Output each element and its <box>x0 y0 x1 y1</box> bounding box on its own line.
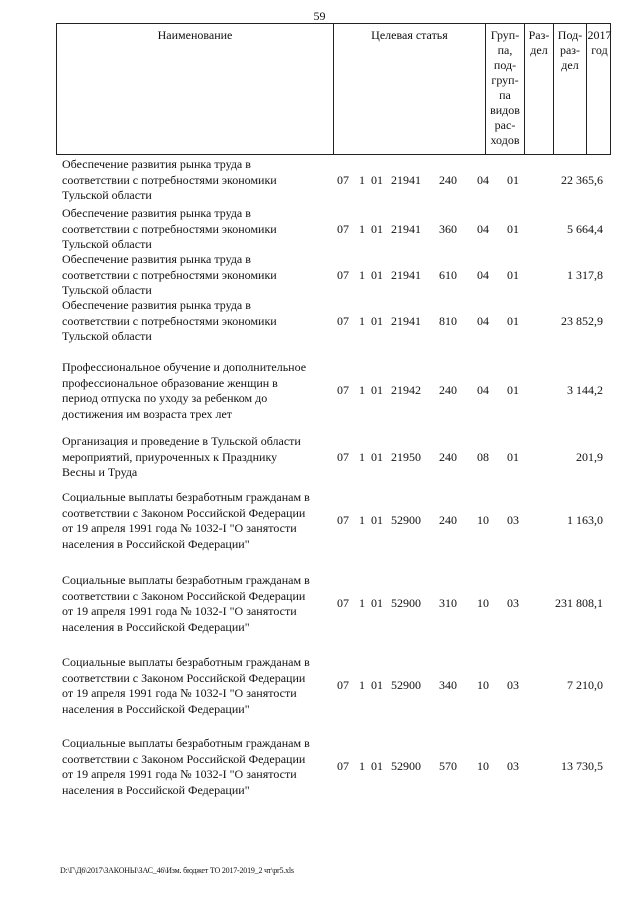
row-name: Обеспечение развития рынка труда в соответствии с потребностями экономики Тульской области <box>62 157 277 202</box>
target-program: 07 <box>337 314 349 328</box>
section-code: 10 <box>477 678 489 692</box>
target-subprogram: 1 <box>359 678 365 692</box>
target-subprogram: 1 <box>359 759 365 773</box>
target-program: 07 <box>337 678 349 692</box>
target-subprogram: 1 <box>359 314 365 328</box>
target-subprogram: 1 <box>359 173 365 187</box>
row-name: Профессиональное обучение и дополнительное профессиональное образование женщин в период отпуска по уходу за ребенком до достижения им возраста трех лет <box>62 360 307 421</box>
header-subsection: Под- раз- дел <box>553 24 586 154</box>
target-program: 07 <box>337 268 349 282</box>
subsection-code: 01 <box>507 222 519 236</box>
row-name: Обеспечение развития рынка труда в соответствии с потребностями экономики Тульской области <box>62 298 277 343</box>
header-group: Груп- па, под- груп- па видов рас- ходов <box>485 24 524 154</box>
row-name: Социальные выплаты безработным гражданам в соответствии с Законом Российской Федерации от 19 апреля 1991 года № 1032-I "О занятости населения в Российской Федерации" <box>62 655 310 716</box>
subsection-code: 03 <box>507 678 519 692</box>
section-code: 10 <box>477 513 489 527</box>
section-code: 04 <box>477 383 489 397</box>
target-subprogram: 1 <box>359 450 365 464</box>
expense-group: 610 <box>439 268 457 282</box>
header-year: 2017 год <box>586 24 612 154</box>
expense-group: 570 <box>439 759 457 773</box>
row-name: Социальные выплаты безработным гражданам в соответствии с Законом Российской Федерации от 19 апреля 1991 года № 1032-I "О занятости населения в Российской Федерации" <box>62 573 310 634</box>
amount-2017: 7 210,0 <box>567 678 603 692</box>
target-direction: 21941 <box>391 222 421 236</box>
target-program: 07 <box>337 173 349 187</box>
target-main-event: 01 <box>371 678 383 692</box>
target-main-event: 01 <box>371 268 383 282</box>
row-name: Социальные выплаты безработным гражданам в соответствии с Законом Российской Федерации от 19 апреля 1991 года № 1032-I "О занятости населения в Российской Федерации" <box>62 490 310 551</box>
target-program: 07 <box>337 596 349 610</box>
table-header <box>56 23 611 155</box>
row-name: Организация и проведение в Тульской области мероприятий, приуроченных к Празднику Весны и Труда <box>62 434 301 479</box>
row-name: Социальные выплаты безработным гражданам в соответствии с Законом Российской Федерации от 19 апреля 1991 года № 1032-I "О занятости населения в Российской Федерации" <box>62 736 310 797</box>
target-direction: 21941 <box>391 268 421 282</box>
subsection-code: 01 <box>507 314 519 328</box>
section-code: 10 <box>477 596 489 610</box>
target-subprogram: 1 <box>359 222 365 236</box>
header-target-article: Целевая статья <box>333 24 485 154</box>
page-number: 59 <box>313 9 326 23</box>
amount-2017: 201,9 <box>576 450 603 464</box>
target-subprogram: 1 <box>359 383 365 397</box>
amount-2017: 5 664,4 <box>567 222 603 236</box>
section-code: 08 <box>477 450 489 464</box>
amount-2017: 231 808,1 <box>555 596 603 610</box>
target-subprogram: 1 <box>359 513 365 527</box>
subsection-code: 03 <box>507 596 519 610</box>
target-main-event: 01 <box>371 596 383 610</box>
target-program: 07 <box>337 383 349 397</box>
target-program: 07 <box>337 513 349 527</box>
subsection-code: 01 <box>507 450 519 464</box>
expense-group: 240 <box>439 383 457 397</box>
target-main-event: 01 <box>371 314 383 328</box>
target-direction: 52900 <box>391 678 421 692</box>
target-main-event: 01 <box>371 222 383 236</box>
header-name: Наименование <box>157 28 233 42</box>
target-subprogram: 1 <box>359 268 365 282</box>
subsection-code: 03 <box>507 513 519 527</box>
target-direction: 52900 <box>391 759 421 773</box>
target-direction: 21950 <box>391 450 421 464</box>
expense-group: 310 <box>439 596 457 610</box>
amount-2017: 1 317,8 <box>567 268 603 282</box>
target-main-event: 01 <box>371 383 383 397</box>
section-code: 04 <box>477 222 489 236</box>
subsection-code: 01 <box>507 383 519 397</box>
row-name: Обеспечение развития рынка труда в соответствии с потребностями экономики Тульской области <box>62 252 277 297</box>
expense-group: 810 <box>439 314 457 328</box>
amount-2017: 23 852,9 <box>561 314 603 328</box>
amount-2017: 22 365,6 <box>561 173 603 187</box>
expense-group: 360 <box>439 222 457 236</box>
subsection-code: 01 <box>507 173 519 187</box>
target-main-event: 01 <box>371 513 383 527</box>
expense-group: 240 <box>439 513 457 527</box>
row-name: Обеспечение развития рынка труда в соответствии с потребностями экономики Тульской области <box>62 206 277 251</box>
target-direction: 52900 <box>391 513 421 527</box>
target-program: 07 <box>337 222 349 236</box>
expense-group: 240 <box>439 173 457 187</box>
amount-2017: 3 144,2 <box>567 383 603 397</box>
section-code: 04 <box>477 173 489 187</box>
target-program: 07 <box>337 759 349 773</box>
target-main-event: 01 <box>371 759 383 773</box>
target-direction: 21941 <box>391 173 421 187</box>
subsection-code: 03 <box>507 759 519 773</box>
file-path-footer: D:\Г\Д6\2017\ЗАКОНЫ\ЗАС_46\Изм. бюджет ТО 2017-2019_2 чт\pr5.xls <box>60 866 294 875</box>
expense-group: 240 <box>439 450 457 464</box>
header-section: Раз- дел <box>524 24 553 154</box>
target-main-event: 01 <box>371 450 383 464</box>
section-code: 04 <box>477 314 489 328</box>
section-code: 04 <box>477 268 489 282</box>
section-code: 10 <box>477 759 489 773</box>
target-direction: 21942 <box>391 383 421 397</box>
amount-2017: 1 163,0 <box>567 513 603 527</box>
expense-group: 340 <box>439 678 457 692</box>
target-subprogram: 1 <box>359 596 365 610</box>
target-main-event: 01 <box>371 173 383 187</box>
target-program: 07 <box>337 450 349 464</box>
subsection-code: 01 <box>507 268 519 282</box>
target-direction: 52900 <box>391 596 421 610</box>
target-direction: 21941 <box>391 314 421 328</box>
amount-2017: 13 730,5 <box>561 759 603 773</box>
